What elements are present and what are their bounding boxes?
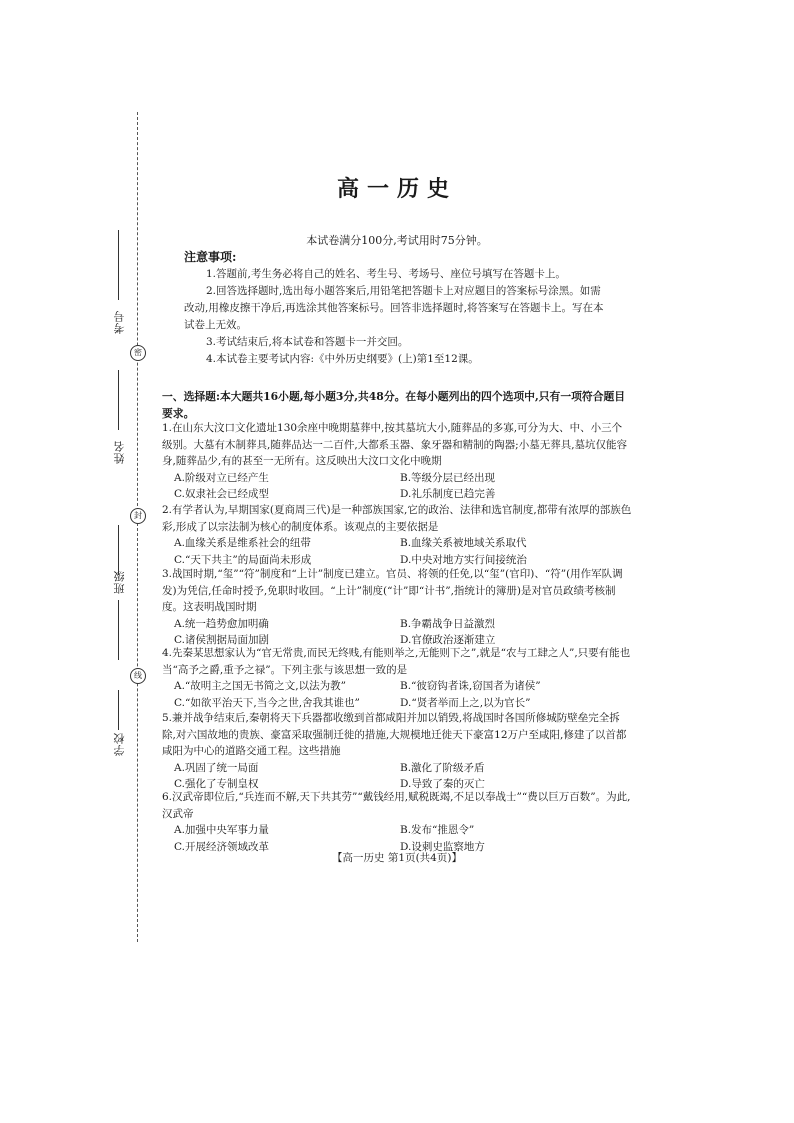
option-c: C.开展经济领域改革 bbox=[174, 840, 269, 853]
option-b: B.激化了阶级矛盾 bbox=[400, 761, 485, 774]
question-stem: 1.在山东大汶口文化遗址130余座中晚期墓葬中,按其墓坑大小,随葬品的多寡,可分为大、中、小三个级别。大墓有木制葬具,随葬品达一二百件,大都系玉器、象牙器和精制的陶器;小墓无葬具,墓坑仅能容身,随葬品少,有的甚至一无所有。这反映出大汶口文化中晚期 bbox=[162, 422, 628, 467]
notice-item: 2.回答选择题时,选出每小题答案后,用铅笔把答题卡上对应题目的答案标号涂黑。如需改动,用橡皮擦干净后,再选涂其他答案标号。回答非选择题时,将答案写在答题卡上。写在本试卷上无效。 bbox=[184, 285, 604, 331]
option-b: B.等级分层已经出现 bbox=[400, 471, 496, 484]
question-stem: 2.有学者认为,早期国家(夏商周三代)是一种部族国家,它的政治、法律和选官制度,都带有浓厚的部族色彩,形成了以宗法制为核心的制度体系。该观点的主要依据是 bbox=[162, 504, 632, 533]
page-title: 高一历史 bbox=[336, 176, 457, 202]
option-c: C.“天下共主”的局面尚未形成 bbox=[174, 553, 312, 566]
question-2 bbox=[162, 502, 632, 568]
field-label-class: 班级 bbox=[113, 570, 126, 594]
option-a: A.血缘关系是维系社会的纽带 bbox=[174, 537, 311, 549]
options bbox=[162, 760, 632, 793]
option-b: B.“彼窃钩者诛,窃国者为诸侯” bbox=[400, 680, 541, 692]
option-a: A.统一趋势愈加明确 bbox=[174, 617, 269, 630]
option-a: A.“故明主之国无书简之文,以法为教” bbox=[174, 680, 346, 692]
option-c: C.诸侯割据局面加剧 bbox=[174, 634, 269, 646]
field-label-school: 学校 bbox=[113, 732, 126, 756]
option-a: A.阶级对立已经产生 bbox=[174, 471, 269, 484]
option-a: A.加强中央军事力量 bbox=[174, 824, 269, 836]
options bbox=[162, 470, 632, 503]
option-c: C.奴隶社会已经成型 bbox=[174, 488, 269, 500]
question-stem: 4.先秦某思想家认为“官无常贵,而民无终贱,有能则举之,无能则下之”,就是“农与工肆之人”,只要有能也当“高予之爵,重予之禄”。下列主张与该思想一致的是 bbox=[162, 647, 631, 676]
question-stem: 6.汉武帝即位后,“兵连而不解,天下共其劳”“戴钱经用,赋税既竭,不足以奉战士”“费以巨万百数”。为此,汉武帝 bbox=[162, 791, 631, 820]
field-line-name bbox=[118, 370, 119, 430]
notice-item: 1.答题前,考生务必将自己的姓名、考生号、考场号、座位号填写在答题卡上。 bbox=[206, 268, 566, 280]
options bbox=[162, 678, 632, 711]
option-a: A.巩固了统一局面 bbox=[174, 761, 259, 774]
option-d: D.官僚政治逐渐建立 bbox=[400, 634, 496, 646]
field-label-kaohao: 考号 bbox=[113, 310, 126, 334]
question-stem: 3.战国时期,“玺”“符”制度和“上计”制度已建立。官员、将领的任免,以“玺”(官印)、“符”(用作军队调发)为凭信,任命时授予,免职时收回。“上计”制度(“计”即“计书”,指统计的簿册)是对官员政绩考核制度。这表明战国时期 bbox=[162, 568, 623, 613]
option-c: C.强化了专制皇权 bbox=[174, 778, 259, 790]
notice-item: 4.本试卷主要考试内容:《中外历史纲要》(上)第1至12课。 bbox=[206, 353, 479, 365]
option-c: C.“如欲平治天下,当今之世,舍我其谁也” bbox=[174, 696, 360, 709]
notice-heading: 注意事项: bbox=[184, 250, 237, 264]
seal-mark-xian: 线 bbox=[130, 668, 146, 684]
question-3 bbox=[162, 566, 632, 649]
seal-mark-mi: 密 bbox=[130, 345, 146, 361]
option-d: D.“贤者举而上之,以为官长” bbox=[400, 696, 531, 709]
exam-info: 本试卷满分100分,考试用时75分钟。 bbox=[306, 234, 488, 247]
options bbox=[162, 535, 632, 568]
option-d: D.设刺史监察地方 bbox=[400, 840, 485, 853]
field-line-school bbox=[118, 690, 119, 730]
option-d: D.礼乐制度已趋完善 bbox=[400, 488, 496, 500]
option-b: B.发布“推恩令” bbox=[400, 824, 475, 836]
page-footer: 【高一历史 第1页(共4页)】 bbox=[332, 852, 462, 864]
seal-mark-feng: 封 bbox=[130, 508, 146, 524]
option-b: B.争霸战争日益激烈 bbox=[400, 617, 496, 630]
notice-item: 3.考试结束后,将本试卷和答题卡一并交回。 bbox=[206, 336, 409, 348]
option-d: D.导致了秦的灭亡 bbox=[400, 778, 485, 790]
notice-list bbox=[184, 266, 604, 368]
question-stem: 5.兼并战争结束后,秦朝将天下兵器都收缴到首都咸阳并加以销毁,将战国时各国所修城防壁垒完全拆除,对六国故地的贵族、豪富采取强制迁徙的措施,大规模地迁徙天下豪富12万户至咸阳,修建了以首都咸阳为中心的道路交通工程。这些措施 bbox=[162, 712, 627, 757]
options bbox=[162, 616, 632, 649]
option-d: D.中央对地方实行间接统治 bbox=[400, 553, 527, 566]
question-6 bbox=[162, 789, 632, 855]
question-4 bbox=[162, 645, 632, 711]
field-line-class bbox=[118, 525, 119, 575]
question-1 bbox=[162, 420, 632, 503]
field-line-class-2 bbox=[118, 600, 119, 660]
question-5 bbox=[162, 710, 632, 793]
section-heading: 一、选择题:本大题共16小题,每小题3分,共48分。在每小题列出的四个选项中,只有一项符合题目要求。 bbox=[162, 390, 626, 420]
field-label-name: 姓名 bbox=[113, 440, 126, 464]
option-b: B.血缘关系被地域关系取代 bbox=[400, 537, 527, 549]
